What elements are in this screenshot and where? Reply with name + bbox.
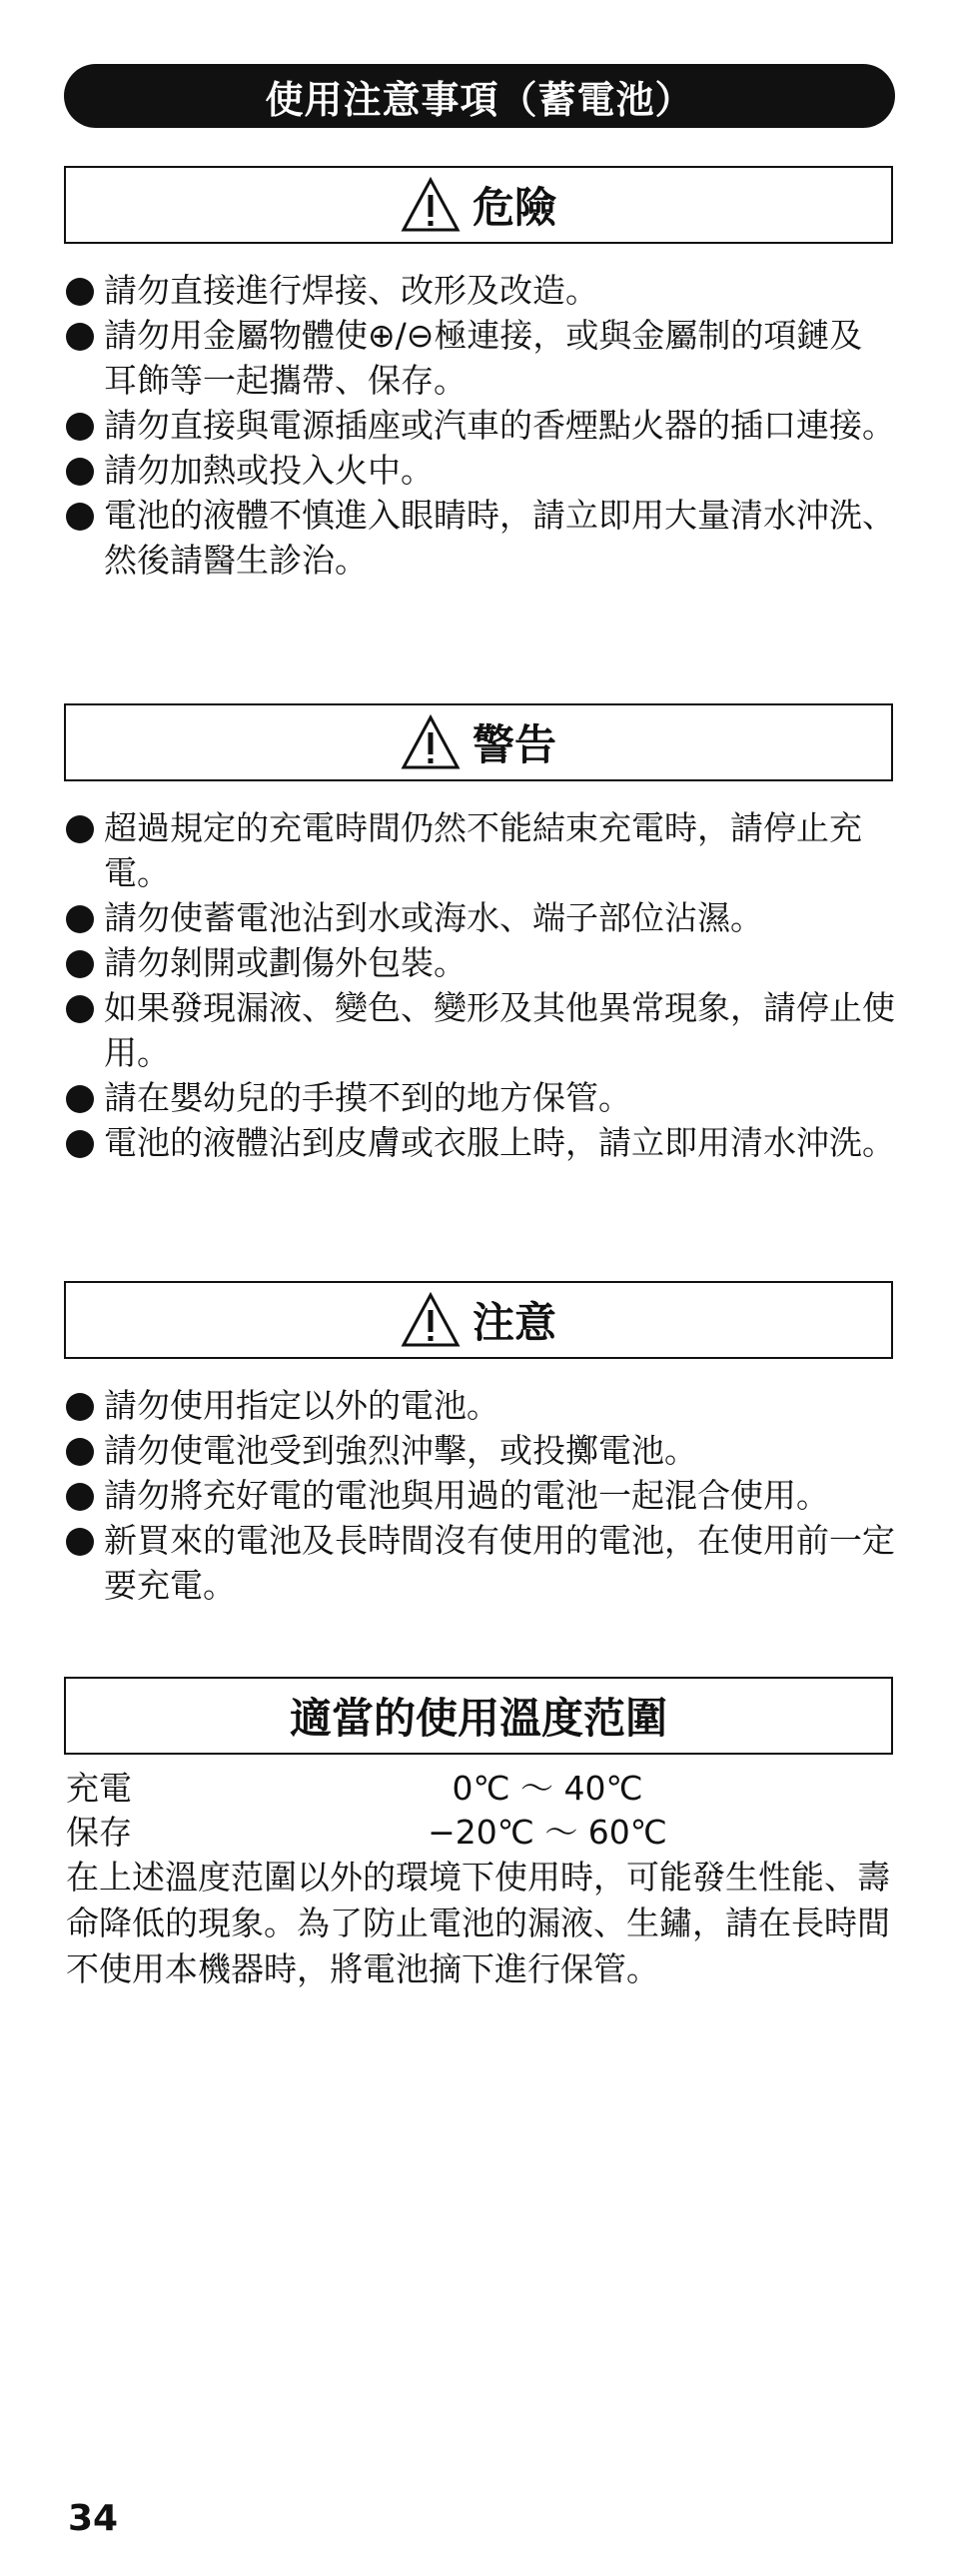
danger-header — [64, 166, 893, 244]
bullet-dot — [66, 1483, 94, 1511]
temperature-range: −20℃ ～ 60℃ — [428, 1813, 667, 1852]
list-item: 請勿直接進行焊接、改形及改造。 — [66, 268, 895, 313]
danger-list — [66, 268, 895, 583]
temperature-table — [66, 1767, 895, 1855]
list-item: 請勿剝開或劃傷外包裝。 — [66, 940, 895, 985]
temperature-label: 保存 — [66, 1813, 132, 1852]
list-item: 新買來的電池及長時間沒有使用的電池，在使用前一定要充電。 — [66, 1518, 895, 1608]
bullet-dot — [66, 905, 94, 933]
page-title: 使用注意事項（蓄電池） — [64, 64, 895, 128]
warning-header — [64, 703, 893, 781]
temperature-header — [64, 1677, 893, 1755]
list-item: 電池的液體不慎進入眼睛時，請立即用大量清水沖洗、然後請醫生診治。 — [66, 493, 895, 583]
warning-triangle-icon — [401, 177, 461, 233]
bullet-dot — [66, 323, 94, 351]
temperature-heading: 適當的使用溫度范圍 — [289, 1694, 667, 1743]
bullet-dot — [66, 1393, 94, 1421]
list-item: 請勿使用指定以外的電池。 — [66, 1383, 895, 1428]
temperature-label: 充電 — [66, 1769, 132, 1808]
list-item: 請勿使電池受到強烈沖擊，或投擲電池。 — [66, 1428, 895, 1473]
caution-list — [66, 1383, 895, 1608]
warning-list — [66, 805, 895, 1165]
bullet-dot — [66, 278, 94, 306]
caution-heading: 注意 — [472, 1298, 556, 1347]
list-item: 請勿使蓄電池沾到水或海水、端子部位沾濕。 — [66, 895, 895, 940]
warning-triangle-icon — [401, 1292, 461, 1348]
temperature-row-charge — [66, 1767, 895, 1811]
list-item: 請勿加熱或投入火中。 — [66, 448, 895, 493]
warning-heading: 警告 — [472, 720, 556, 769]
caution-header — [64, 1281, 893, 1359]
list-item: 請勿直接與電源插座或汽車的香煙點火器的插口連接。 — [66, 403, 895, 448]
bullet-dot — [66, 1085, 94, 1113]
danger-heading: 危險 — [472, 183, 556, 232]
bullet-dot — [66, 1438, 94, 1466]
list-item: 如果發現漏液、變色、變形及其他異常現象，請停止使用。 — [66, 985, 895, 1075]
temperature-note: 在上述溫度范圍以外的環境下使用時，可能發生性能、壽命降低的現象。為了防止電池的漏液、生鏽，請在長時間不使用本機器時，將電池摘下進行保管。 — [66, 1858, 890, 1988]
bullet-dot — [66, 1130, 94, 1158]
warning-triangle-icon — [401, 714, 461, 770]
bullet-dot — [66, 815, 94, 843]
bullet-dot — [66, 950, 94, 978]
list-item: 請在嬰幼兒的手摸不到的地方保管。 — [66, 1075, 895, 1120]
bullet-dot — [66, 503, 94, 531]
temperature-range: 0℃ ～ 40℃ — [452, 1769, 643, 1808]
bullet-dot — [66, 995, 94, 1023]
bullet-dot — [66, 1528, 94, 1556]
bullet-dot — [66, 458, 94, 486]
bullet-dot — [66, 413, 94, 441]
list-item: 電池的液體沾到皮膚或衣服上時，請立即用清水沖洗。 — [66, 1120, 895, 1165]
page-number: 34 — [68, 2498, 119, 2539]
list-item: 請勿將充好電的電池與用過的電池一起混合使用。 — [66, 1473, 895, 1518]
list-item: 請勿用金屬物體使⊕/⊖極連接，或與金屬制的項鏈及耳飾等一起攜帶、保存。 — [66, 313, 895, 403]
list-item: 超過規定的充電時間仍然不能結束充電時，請停止充電。 — [66, 805, 895, 895]
temperature-row-storage — [66, 1811, 895, 1855]
